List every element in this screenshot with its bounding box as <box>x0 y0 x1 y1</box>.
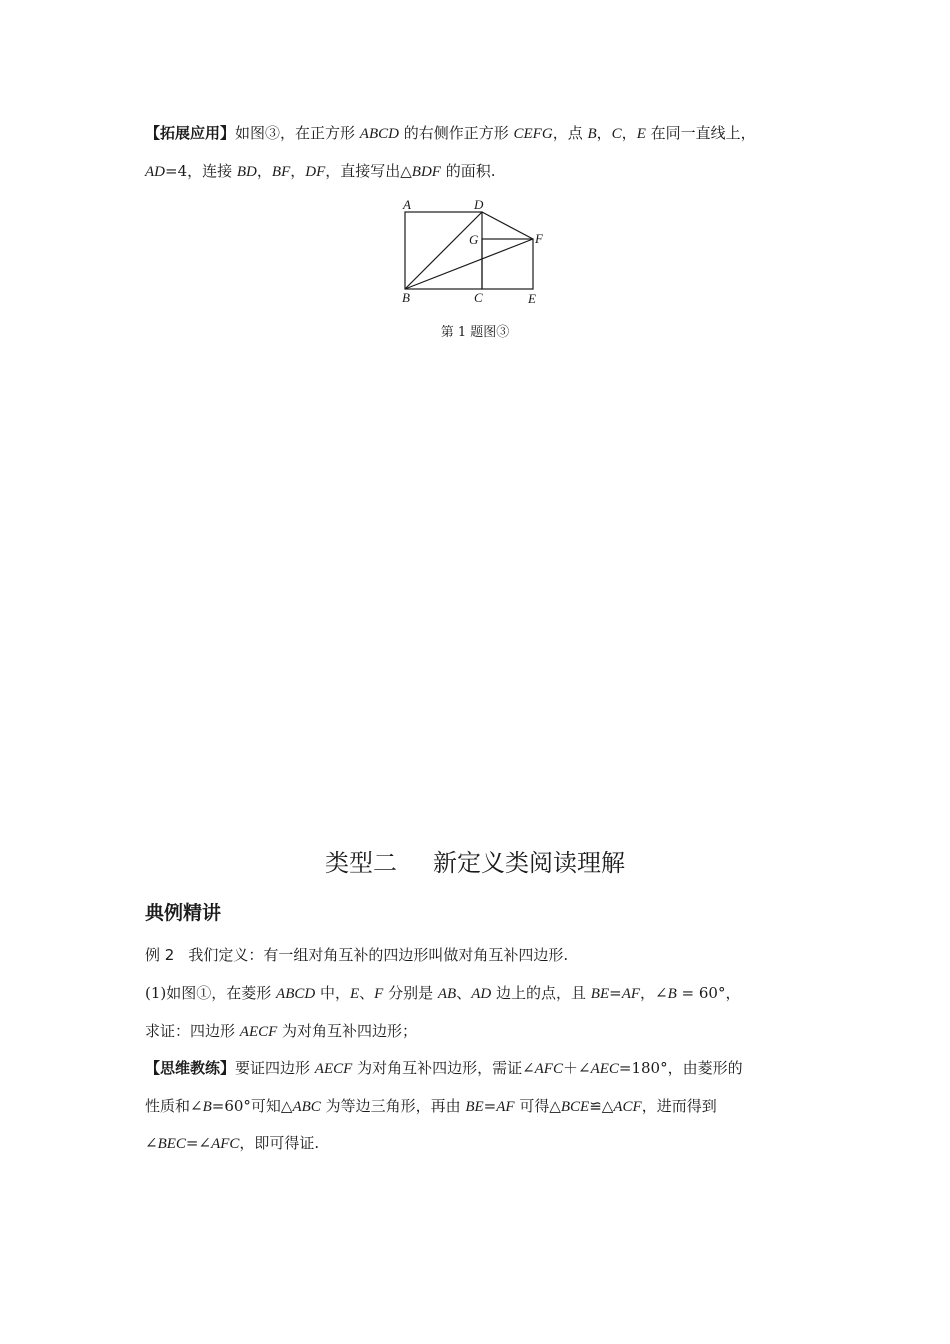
extension-line-2 <box>145 161 496 182</box>
text: 为对角互补四边形，需证∠ <box>352 1059 535 1077</box>
question-1-line-2 <box>145 1021 417 1042</box>
text: ，即可得证. <box>239 1134 320 1152</box>
geometry-figure <box>395 195 555 305</box>
text: 在同一直线上， <box>645 124 756 142</box>
text: ，点 <box>552 124 588 142</box>
text: 为等边三角形，再由 <box>320 1097 466 1115</box>
figure-caption: 第 1 题图③ <box>440 325 510 340</box>
math: AB <box>437 986 457 1002</box>
text: 的面积. <box>440 162 496 180</box>
text: 求证：四边形 <box>145 1022 240 1040</box>
text: ， <box>290 162 306 180</box>
segment-df <box>482 212 533 239</box>
square-cefg <box>482 239 533 289</box>
segment-bd <box>405 212 482 289</box>
text: ， <box>621 124 637 142</box>
text: ∠ <box>145 1134 158 1152</box>
text: 性质和∠ <box>145 1097 203 1115</box>
extension-line-1 <box>145 123 756 144</box>
math-bf: BF <box>271 164 291 180</box>
text: ＋∠ <box>562 1059 591 1077</box>
label-e: E <box>528 291 536 305</box>
text: = 60°， <box>676 984 741 1002</box>
math: B <box>667 986 677 1002</box>
text: (1)如图①，在菱形 <box>145 984 277 1002</box>
math-e: E <box>636 126 646 142</box>
extension-tag: 【拓展应用】 <box>145 124 236 142</box>
text: 边上的点，且 <box>491 984 591 1002</box>
math: E <box>349 986 360 1002</box>
thinking-tag: 【思维教练】 <box>145 1059 236 1077</box>
math: ACF <box>613 1099 642 1115</box>
math-abcd: ABCD <box>359 126 399 142</box>
math: BE <box>465 1099 484 1115</box>
section-title <box>0 847 950 879</box>
example-definition: 我们定义：有一组对角互补的四边形叫做对角互补四边形. <box>188 946 569 964</box>
text: =180°，由菱形的 <box>618 1059 743 1077</box>
math: ABCD <box>276 986 316 1002</box>
text: 可得△ <box>514 1097 561 1115</box>
text: ，∠ <box>640 984 668 1002</box>
math-df: DF <box>305 164 326 180</box>
math-c: C <box>611 126 622 142</box>
math: ABC <box>292 1099 321 1115</box>
label-b: B <box>402 290 410 305</box>
math: AFC <box>534 1061 563 1077</box>
text: = <box>609 984 622 1002</box>
question-1-line-1 <box>145 983 740 1004</box>
math-bdf: BDF <box>411 164 441 180</box>
math: AF <box>621 986 641 1002</box>
sub-heading: 典例精讲 <box>145 902 222 924</box>
math: F <box>374 986 384 1002</box>
label-d: D <box>474 197 484 212</box>
text: ， <box>256 162 272 180</box>
text: ，直接写出△ <box>325 162 412 180</box>
text: = <box>483 1097 497 1115</box>
math: B <box>202 1099 212 1115</box>
thinking-line-2 <box>145 1096 717 1117</box>
text: 、 <box>456 984 472 1002</box>
text: ， <box>596 124 612 142</box>
text: 如图③，在正方形 <box>235 124 360 142</box>
math: AECF <box>314 1061 353 1077</box>
text: 要证四边形 <box>235 1059 315 1077</box>
math: BE <box>590 986 610 1002</box>
label-c: C <box>474 290 483 305</box>
text: ，进而得到 <box>641 1097 717 1115</box>
text: 分别是 <box>383 984 438 1002</box>
text: ≌△ <box>589 1097 614 1115</box>
text: =4，连接 <box>165 162 237 180</box>
label-a: A <box>403 197 411 212</box>
text: =∠ <box>185 1134 212 1152</box>
math-b: B <box>587 126 597 142</box>
math: AECF <box>239 1024 278 1040</box>
label-f: F <box>535 231 543 246</box>
thinking-line-1 <box>145 1058 743 1079</box>
math: AFC <box>211 1136 240 1152</box>
math-bd: BD <box>236 164 257 180</box>
math: AEC <box>590 1061 619 1077</box>
text: 、 <box>359 984 375 1002</box>
text: =60°可知△ <box>211 1097 293 1115</box>
math-cefg: CEFG <box>513 126 553 142</box>
text: 为对角互补四边形； <box>277 1022 418 1040</box>
math-ad: AD <box>145 164 165 180</box>
math: AF <box>496 1099 515 1115</box>
section-type-label: 类型二 <box>325 849 397 877</box>
math: BEC <box>157 1136 186 1152</box>
label-g: G <box>469 232 479 247</box>
math: AD <box>471 986 492 1002</box>
example-label: 例 2 <box>145 946 175 964</box>
example-intro <box>145 945 568 965</box>
thinking-line-3 <box>145 1133 319 1154</box>
section-type-name: 新定义类阅读理解 <box>433 849 625 877</box>
math: BCE <box>560 1099 590 1115</box>
text: 中， <box>315 984 350 1002</box>
text: 的右侧作正方形 <box>398 124 514 142</box>
